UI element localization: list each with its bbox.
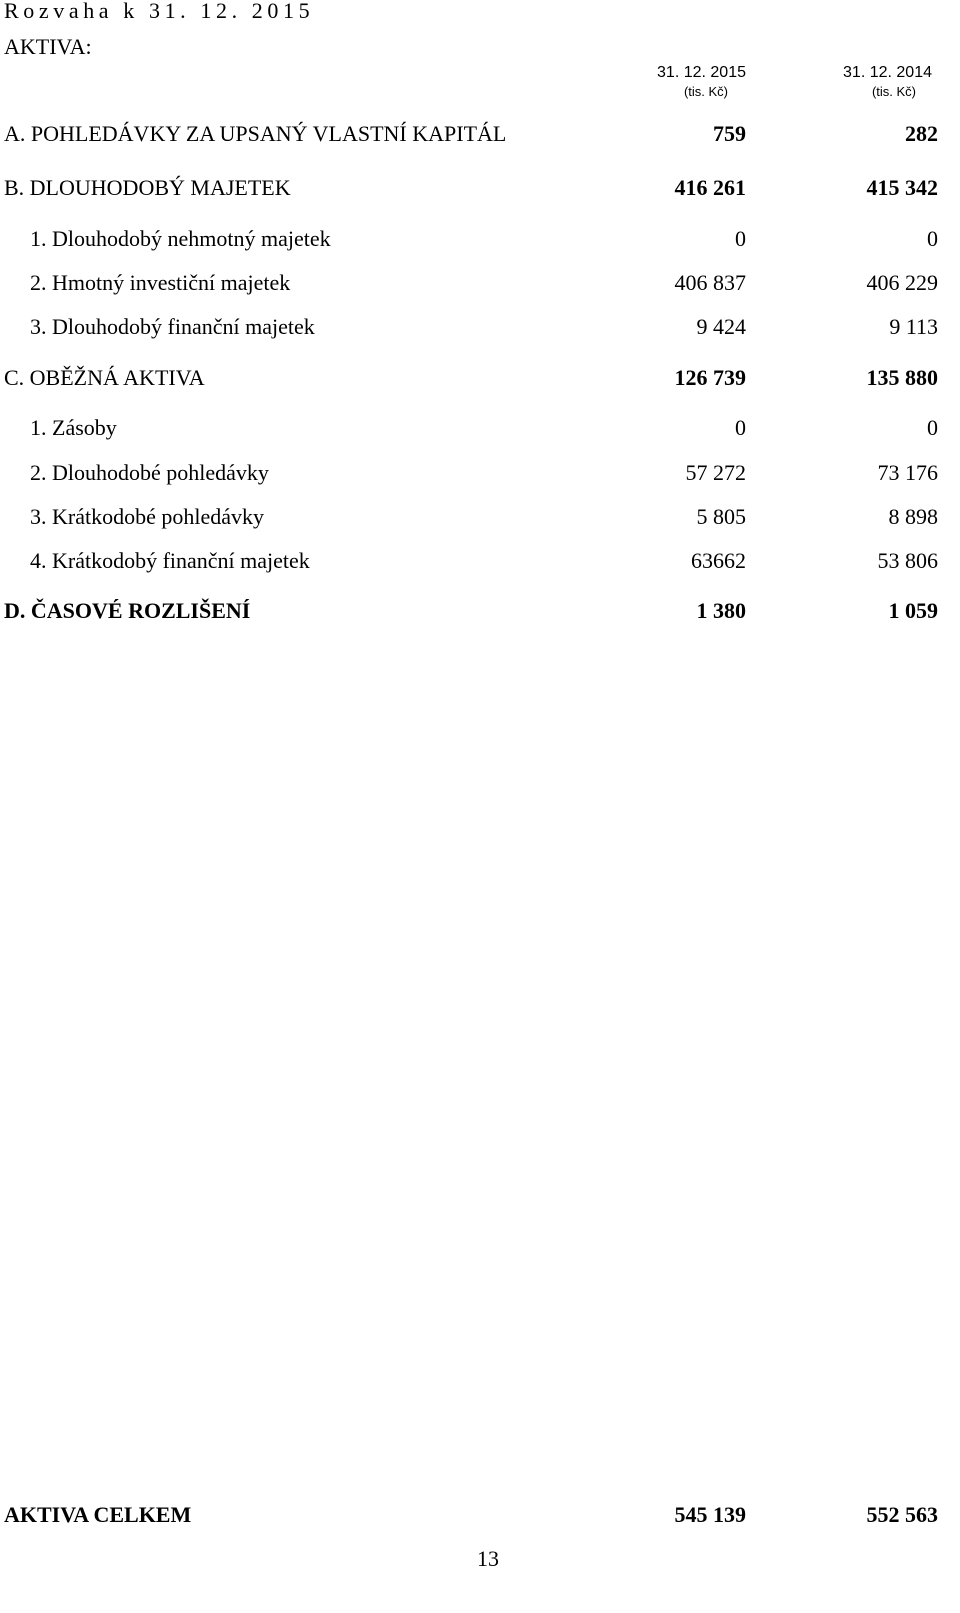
value-2014: 0 [927,226,938,251]
row-c4 [0,548,960,578]
value-2014: 135 880 [866,365,938,390]
row-label: 4. Krátkodobý finanční majetek [30,548,310,573]
section-label: AKTIVA: [4,34,92,59]
row-label: 2. Hmotný investiční majetek [30,270,291,295]
value-2015: 0 [735,415,746,440]
value-2014: 53 806 [877,548,938,573]
value-2014: 9 113 [889,314,938,339]
row-d [0,598,960,628]
row-total [0,1502,960,1532]
value-2015: 406 837 [674,270,746,295]
row-label: 3. Krátkodobé pohledávky [30,504,264,529]
row-label: A. POHLEDÁVKY ZA UPSANÝ VLASTNÍ KAPITÁL [4,121,507,146]
value-2015: 416 261 [674,175,746,200]
value-2015: 57 272 [685,460,746,485]
row-b3 [0,314,960,344]
value-2015: 63662 [691,548,746,573]
row-b1 [0,226,960,256]
column-unit-2014: (tis. Kč) [871,84,916,99]
row-b2 [0,270,960,300]
row-c3 [0,504,960,534]
row-label: 3. Dlouhodobý finanční majetek [30,314,315,339]
value-2015: 1 380 [696,598,746,623]
value-2014: 406 229 [866,270,938,295]
row-c1 [0,415,960,445]
row-c2 [0,460,960,490]
value-2015: 9 424 [696,314,746,339]
row-label: B. DLOUHODOBÝ MAJETEK [4,175,291,200]
page-number: 13 [477,1546,499,1571]
column-header-2014: 31. 12. 2014 [843,64,932,81]
value-2015: 545 139 [674,1502,746,1527]
value-2015: 5 805 [696,504,746,529]
value-2014: 415 342 [866,175,938,200]
column-header-2015: 31. 12. 2015 [657,64,746,81]
value-2014: 552 563 [866,1502,938,1527]
value-2014: 282 [905,121,938,146]
row-label: C. OBĚŽNÁ AKTIVA [4,365,205,390]
row-label: 1. Dlouhodobý nehmotný majetek [30,226,331,251]
value-2015: 0 [735,226,746,251]
row-label: 2. Dlouhodobé pohledávky [30,460,269,485]
value-2014: 0 [927,415,938,440]
document-title: Rozvaha k 31. 12. 2015 [4,0,315,23]
value-2015: 126 739 [674,365,746,390]
row-label: D. ČASOVÉ ROZLIŠENÍ [4,598,251,623]
value-2014: 1 059 [888,598,938,623]
row-c [0,365,960,395]
column-unit-2015: (tis. Kč) [683,84,728,99]
row-label: 1. Zásoby [30,415,117,440]
value-2014: 8 898 [888,504,938,529]
row-a [0,121,960,151]
row-label: AKTIVA CELKEM [4,1502,192,1527]
value-2015: 759 [713,121,746,146]
value-2014: 73 176 [877,460,938,485]
row-b [0,175,960,205]
